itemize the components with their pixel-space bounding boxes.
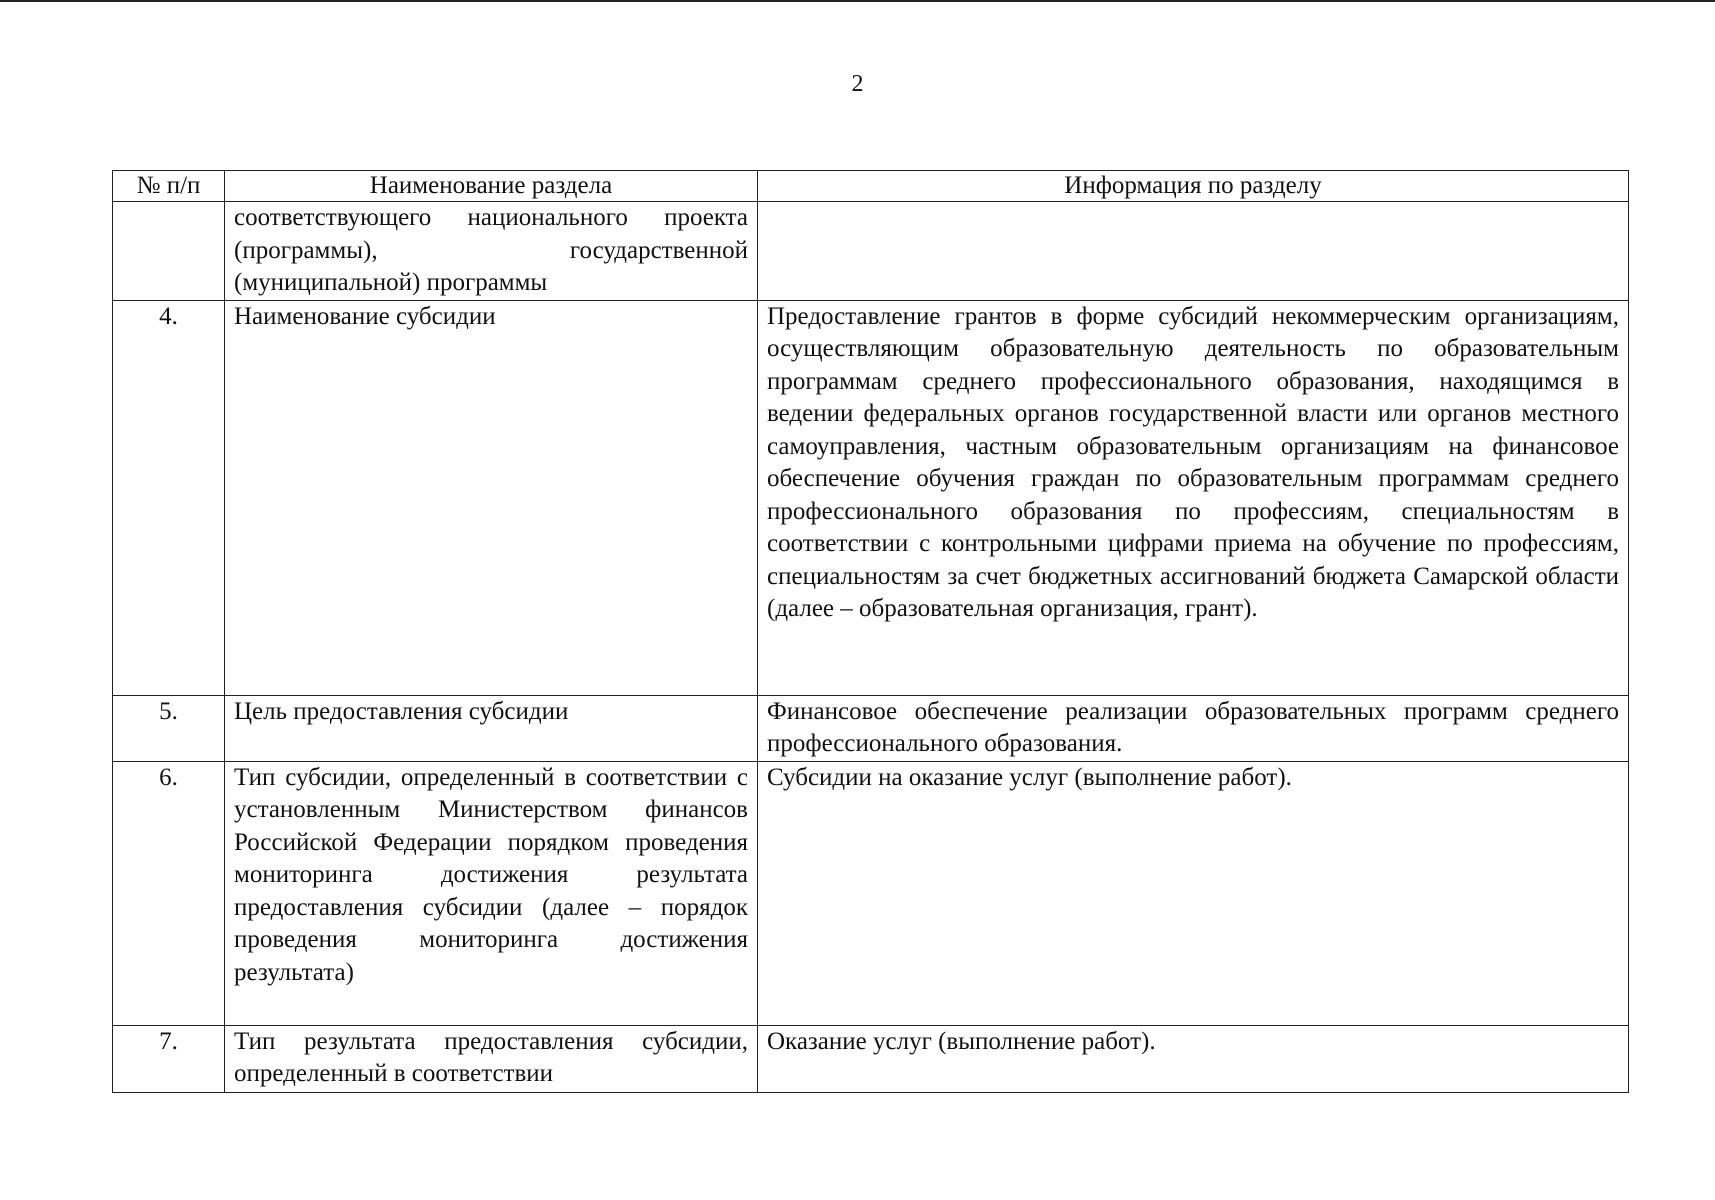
table-row <box>113 202 1629 301</box>
row-number <box>113 202 225 301</box>
table-row <box>113 695 1629 761</box>
header-num: № п/п <box>113 171 225 202</box>
row-number: 4. <box>113 300 225 695</box>
section-name: Тип субсидии, определенный в соответствии с установленным Министерством финансов Российской Федерации порядком проведения мониторинга достижения результата предоставления субсидии (далее – порядок проведения мониторинга достижения результата) <box>225 761 758 1025</box>
page-number: 2 <box>851 71 864 97</box>
section-info: Оказание услуг (выполнение работ). <box>758 1025 1629 1092</box>
table-header-row <box>113 171 1629 202</box>
row-number: 7. <box>113 1025 225 1092</box>
section-name: Цель предоставления субсидии <box>225 695 758 761</box>
section-info <box>758 202 1629 301</box>
table-row <box>113 761 1629 1025</box>
table-row <box>113 300 1629 695</box>
section-name: Тип результата предоставления субсидии, определенный в соответствии <box>225 1025 758 1092</box>
section-info: Финансовое обеспечение реализации образовательных программ среднего профессионального образования. <box>758 695 1629 761</box>
header-info: Информация по разделу <box>758 171 1629 202</box>
scan-top-edge <box>0 0 1715 2</box>
section-info: Предоставление грантов в форме субсидий некоммерческим организациям, осуществляющим образовательную деятельность по образовательным программам среднего профессионального образования, находящимся в ведении федеральных органов государственной власти или органов местного самоуправления, частным образовательным организациям на финансовое обеспечение обучения граждан по образовательным программам среднего профессионального образования по профессиям, специальностям в соответствии с контрольными цифрами приема на обучение по профессиям, специальностям за счет бюджетных ассигнований бюджета Самарской области (далее – образовательная организация, грант). <box>758 300 1629 695</box>
section-name: Наименование субсидии <box>225 300 758 695</box>
row-number: 6. <box>113 761 225 1025</box>
section-name: соответствующего национального проекта (программы), государственной (муниципальной) программы <box>225 202 758 301</box>
table-row <box>113 1025 1629 1092</box>
header-name: Наименование раздела <box>225 171 758 202</box>
row-number: 5. <box>113 695 225 761</box>
section-info-table <box>112 170 1629 1093</box>
section-info: Субсидии на оказание услуг (выполнение работ). <box>758 761 1629 1025</box>
